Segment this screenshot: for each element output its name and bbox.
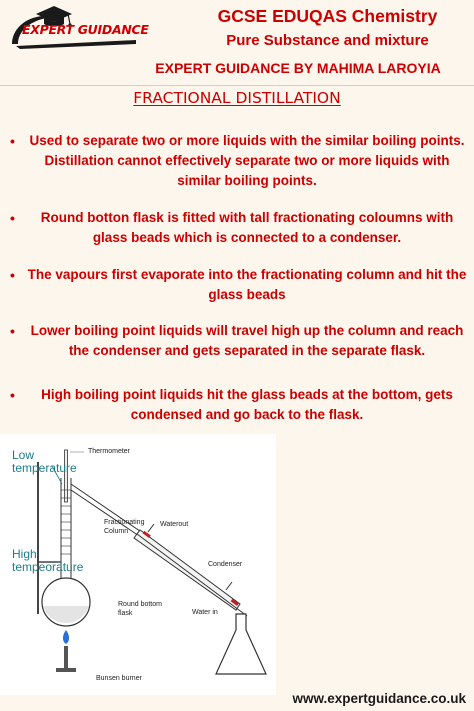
label-condenser: Condenser [208, 561, 243, 568]
bullet-item [10, 385, 468, 425]
bullet-dot: • [10, 267, 15, 283]
label-fractionating-column-2: Column [104, 528, 129, 535]
bunsen-burner-icon [56, 630, 76, 672]
section-title-text: FRACTIONAL DISTILLATION [133, 89, 341, 107]
bullet-item [10, 321, 468, 361]
bullet-text: The vapours first evaporate into the fractionating column and hit the glass beads [27, 267, 467, 302]
label-high-temperature: High [12, 547, 37, 561]
label-low-temperature-2: temperature [12, 461, 77, 475]
fractionating-column-icon [61, 478, 71, 560]
bullet-item [10, 131, 468, 191]
bullet-item [10, 265, 468, 305]
header-divider [0, 85, 474, 86]
page-title: GCSE EDUQAS Chemistry [217, 6, 438, 26]
label-round-bottom-flask: Round bottom [118, 601, 162, 608]
bullet-text: High boiling point liquids hit the glass beads at the bottom, gets condensed and go back to the flask. [41, 387, 453, 422]
logo [6, 4, 149, 50]
label-low-temperature: Low [12, 448, 35, 462]
label-waterout: Waterout [160, 521, 189, 528]
bullet-text: Used to separate two or more liquids with the similar boiling points. Distillation cannot effectively separate two or more liquids with similar boiling points. [29, 133, 465, 188]
bullet-dot: • [10, 210, 15, 226]
bullet-text: Round botton flask is fitted with tall fractionating coloumns with glass beads which is connected to a condenser. [40, 210, 454, 245]
bullet-item [10, 208, 468, 248]
bullet-dot: • [10, 323, 15, 339]
label-round-bottom-flask-2: flask [118, 610, 133, 617]
label-thermometer: Thermometer [88, 448, 131, 455]
header [0, 0, 474, 86]
website-link[interactable]: www.expertguidance.co.uk [292, 691, 466, 706]
label-water-in: Water in [192, 609, 218, 616]
bullet-dot: • [10, 133, 15, 149]
label-fractionating-column: Fractionating [104, 519, 145, 526]
logo-text: EXPERT GUIDANCE [22, 22, 149, 37]
label-bunsen-burner: Bunsen burner [96, 675, 142, 682]
conical-flask-icon [216, 614, 266, 674]
thermometer-icon [65, 450, 68, 502]
section-title [0, 89, 474, 107]
bullet-text: Lower boiling point liquids will travel high up the column and reach the condenser and gets separated in the separate flask. [30, 323, 464, 358]
bullet-dot: • [10, 387, 15, 403]
label-high-temperature-2: tempeorature [12, 560, 84, 574]
page-subtitle: Pure Substance and mixture [226, 32, 429, 49]
byline: EXPERT GUIDANCE BY MAHIMA LAROYIA [155, 60, 441, 76]
fractional-distillation-diagram [0, 434, 276, 695]
